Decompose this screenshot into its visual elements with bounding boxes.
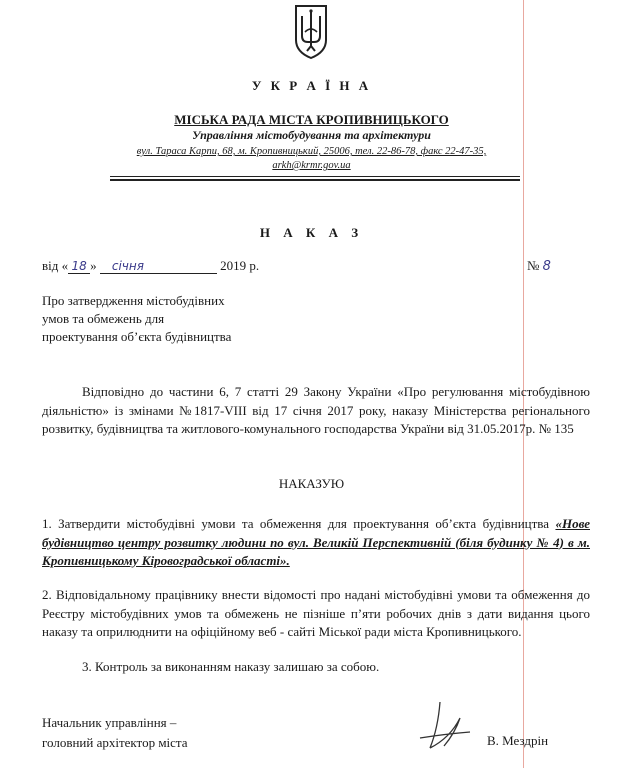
date-month: січня [100,259,217,274]
signer-title-line: головний архітектор міста [42,735,188,750]
order-item-3: 3. Контроль за виконанням наказу залишаю за собою. [82,659,380,674]
trident-emblem-icon [293,2,329,60]
handwritten-signature-icon [400,698,490,758]
order-item-1 [42,515,590,571]
department-email[interactable]: arkh@krmr.gov.ua [272,160,351,171]
order-number [527,258,551,274]
subject-line: проектування об’єкта будівництва [42,329,232,344]
department-address: вул. Тараса Карпи, 68, м. Кропивницький, 25006, тел. 22-86-78, факс 22-47-35, [136,146,487,157]
subject-line: Про затвердження містобудівних [42,293,225,308]
item1-text: 1. Затвердити містобудівні умови та обмеження для проектування об’єкта будівництва [42,516,556,531]
preamble-paragraph: Відповідно до частини 6, 7 статті 29 Закону України «Про регулювання містобудівною діяльністю» із змінами №1817-VIII від 17 січня 2017 року, наказу Міністерства регіонального розвитку, будівництва та житлового-комунального господарства України від 31.05.2017р. № 135 [42,384,590,436]
department-name: Управління містобудування та архітектури [192,128,431,142]
item1-object-name: «Нове будівництво центру розвитку людини по вул. Великій Перспективній (біля будинку № 4) в м. Кропивницькому Кіровоградської області». [42,516,590,568]
ordering-heading: НАКАЗУЮ [278,476,345,491]
order-item-2: 2. Відповідальному працівнику внести відомості про надані містобудівні умови та обмеження до Реєстру містобудівних умов та обмежень не пізніше п’яти робочих днів з дати видання цього наказу та оприлюднити на офіційному веб - сайті Міської ради міста Кропивницького. [42,587,590,639]
signer-title-line: Начальник управління – [42,715,177,730]
number-label: № [527,258,540,273]
council-name: МІСЬКА РАДА МІСТА КРОПИВНИЦЬКОГО [174,112,449,127]
order-subject [42,292,231,346]
subject-line: умов та обмежень для [42,311,165,326]
date-prefix: від « [42,258,69,273]
number-value: 8 [542,259,551,274]
date-mid: » [90,258,97,273]
header-divider-thin [110,176,520,177]
order-date [42,258,259,274]
date-day: 18 [68,259,90,274]
signer-title [42,713,188,753]
header-divider-thick [110,179,520,181]
signer-name: В. Мездрін [487,733,549,748]
country-name: У К Р А Ї Н А [251,78,372,93]
date-year: 2019 р. [220,258,260,273]
order-title: Н А К А З [259,225,364,240]
